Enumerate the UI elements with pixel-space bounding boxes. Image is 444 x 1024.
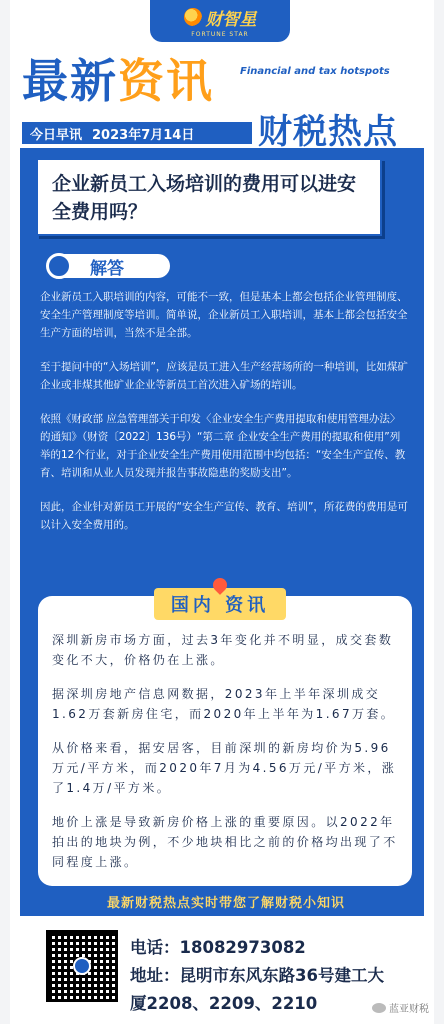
brand-sub: FORTUNE STAR <box>191 30 249 38</box>
question-box <box>36 158 382 236</box>
news-paragraph: 深圳新房市场方面，过去3年变化并不明显，成交套数变化不大，价格仍在上涨。 <box>52 633 394 667</box>
answer-paragraph: 至于提问中的“入场培训”，应该是员工进入生产经营场所的一种培训，比如煤矿企业或非煤其他矿业企业等新员工首次进入矿场的培训。 <box>40 361 408 391</box>
date-value: 2023年7月14日 <box>92 127 195 143</box>
answer-paragraph: 因此，企业针对新员工开展的“安全生产宣传、教育、培训”，所花费的费用是可以计入安全费用的。 <box>40 501 408 531</box>
answer-paragraph: 依照《财政部 应急管理部关于印发〈企业安全生产费用提取和使用管理办法〉的通知》（财资〔2022〕136号）“第二章 企业安全生产费用的提取和使用”列举的12个行业，对于企业安全生产费用使用范围中均包括：“安全生产宣传、教育、培训和从业人员发现并报告事故隐患的奖励支出”。 <box>40 413 406 479</box>
wechat-icon <box>372 1003 386 1013</box>
news-paragraph: 据深圳房地产信息网数据，2023年上半年深圳成交1.62万套新房住宅，而2020年上半年为1.67万套。 <box>52 687 396 721</box>
answer-dot-icon <box>46 253 72 279</box>
news-paragraph: 从价格来看，据安居客，目前深圳的新房均价为5.96万元/平方米，而2020年7月为4.56万元/平方米，涨了1.4万/平方米。 <box>52 741 397 795</box>
section-title: 财税热点 <box>258 112 398 152</box>
headline-main <box>22 52 214 110</box>
contact-phone: 电话：18082973082 <box>130 938 306 957</box>
watermark <box>372 1000 429 1015</box>
brand-row <box>184 5 257 30</box>
brand-name: 财智星 <box>205 9 257 30</box>
date-band <box>22 122 252 144</box>
headline-english: Financial and tax hotspots <box>240 66 390 77</box>
qr-center-logo-icon <box>73 957 91 975</box>
news-paragraph: 地价上涨是导致新房价格上涨的重要原因。以2022年拍出的地块为例，不少地块相比之前的价格均出现了不同程度上涨。 <box>52 815 398 869</box>
slogan: 最新财税热点实时带您了解财税小知识 <box>106 896 345 911</box>
news-body <box>52 630 398 886</box>
headline-part1: 最新 <box>22 54 118 108</box>
date-label: 今日早讯 <box>30 127 83 143</box>
answer-label: 解答 <box>90 258 124 279</box>
answer-paragraph: 企业新员工入职培训的内容，可能不一致，但是基本上都会包括企业管理制度、安全生产管理制度等培训。简单说，企业新员工入职培训，基本上都会包括安全生产方面的培训，当然不是全部。 <box>40 291 408 339</box>
contact-address-line1: 地址：昆明市东风东路36号建工大 <box>130 966 384 985</box>
answer-tag <box>48 254 170 278</box>
watermark-text: 蓝亚财税 <box>389 1004 429 1015</box>
question-text: 企业新员工入场培训的费用可以进安全费用吗？ <box>52 173 357 223</box>
news-badge: 国内 资讯 <box>154 588 286 620</box>
answer-body <box>40 288 408 550</box>
brand-tab <box>150 0 290 42</box>
brand-logo-icon <box>184 8 202 26</box>
headline-part2: 资讯 <box>118 54 214 108</box>
contact-address-line2: 厦2208、2209、2210 <box>130 994 318 1013</box>
